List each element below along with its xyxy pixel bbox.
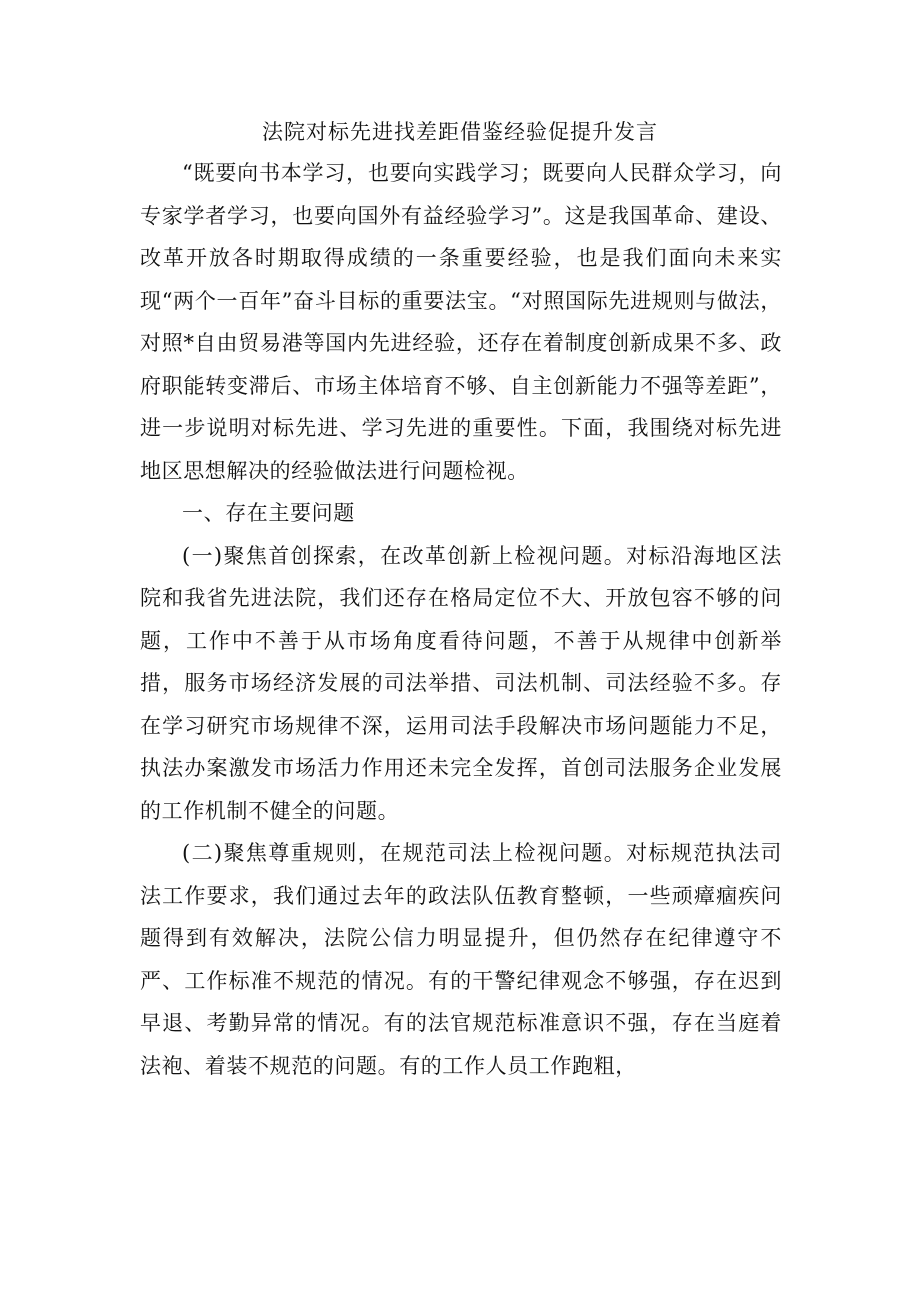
document-title: 法院对标先进找差距借鉴经验促提升发言	[262, 120, 658, 144]
section-heading-1: 一、存在主要问题	[182, 501, 355, 525]
problem-item-1: (一)聚焦首创探索，在改革创新上检视问题。对标沿海地区法院和我省先进法院，我们还存在格局定位不大、开放包容不够的问题，工作中不善于从市场角度看待问题，不善于从规律中创新举措，服务市场经济发展的司法举措、司法机制、司法经验不多。存在学习研究市场规律不深，运用司法手段解决市场问题能力不足，执法办案激发市场活力作用还未完全发挥，首创司法服务企业发展的工作机制不健全的问题。	[140, 543, 782, 823]
document-body	[140, 152, 782, 1087]
intro-paragraph: “既要向书本学习，也要向实践学习；既要向人民群众学习，向专家学者学习，也要向国外有益经验学习”。这是我国革命、建设、改革开放各时期取得成绩的一条重要经验，也是我们面向未来实现“两个一百年”奋斗目标的重要法宝。“对照国际先进规则与做法，对照*自由贸易港等国内先进经验，还存在着制度创新成果不多、政府职能转变滞后、市场主体培育不够、自主创新能力不强等差距”，进一步说明对标先进、学习先进的重要性。下面，我围绕对标先进地区思想解决的经验做法进行问题检视。	[140, 161, 782, 483]
problem-item-2: (二)聚焦尊重规则，在规范司法上检视问题。对标规范执法司法工作要求，我们通过去年的政法队伍教育整顿，一些顽瘴痼疾问题得到有效解决，法院公信力明显提升，但仍然存在纪律遵守不严、工作标准不规范的情况。有的干警纪律观念不够强，存在迟到早退、考勤异常的情况。有的法官规范标准意识不强，存在当庭着法袍、着装不规范的问题。有的工作人员工作跑粗，	[140, 841, 782, 1078]
